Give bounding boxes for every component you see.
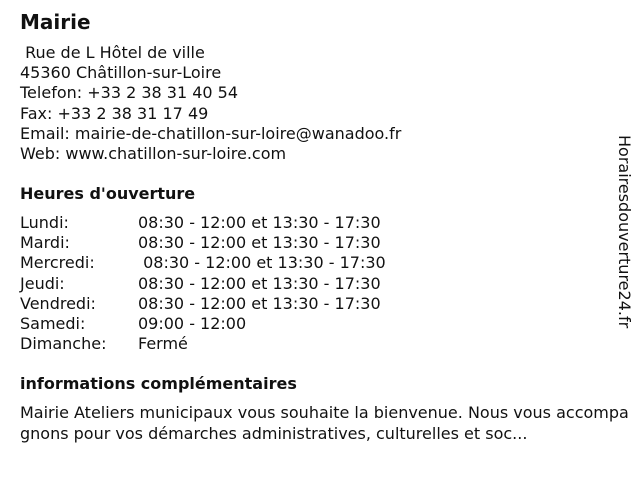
hours-table (20, 213, 440, 354)
info-description: Mairie Ateliers municipaux vous souhaite la bienvenue. Nous vous accompagnons pour vos démarches administratives, culturelles et soc... (20, 403, 629, 443)
day-label: Lundi: (20, 213, 69, 232)
time-value: 08:30 - 12:00 et 13:30 - 17:30 (138, 273, 381, 293)
address-block (20, 43, 401, 164)
hours-row-monday (20, 213, 440, 233)
fax-number: Fax: +33 2 38 31 17 49 (20, 103, 209, 123)
address-street: Rue de L Hôtel de ville (20, 43, 205, 62)
time-value: 08:30 - 12:00 et 13:30 - 17:30 (138, 213, 381, 232)
day-label: Mardi: (20, 233, 70, 253)
site-watermark: Horairesdouverture24.fr (615, 135, 634, 329)
hours-title: Heures d'ouverture (20, 184, 196, 203)
hours-row-saturday (20, 314, 440, 334)
day-label: Vendredi: (20, 293, 96, 313)
hours-row-thursday (20, 274, 440, 294)
time-value: 08:30 - 12:00 et 13:30 - 17:30 (138, 293, 381, 313)
day-label: Dimanche: (20, 334, 107, 354)
time-value: 08:30 - 12:00 et 13:30 - 17:30 (138, 253, 386, 273)
time-value: Fermé (138, 334, 188, 354)
hours-row-wednesday (20, 253, 440, 273)
hours-row-friday (20, 294, 440, 314)
website-address: Web: www.chatillon-sur-loire.com (20, 144, 287, 164)
day-label: Jeudi: (20, 273, 65, 293)
time-value: 09:00 - 12:00 (138, 313, 247, 333)
day-label: Samedi: (20, 313, 86, 333)
email-address: Email: mairie-de-chatillon-sur-loire@wanadoo.fr (20, 123, 402, 143)
hours-row-tuesday (20, 233, 440, 253)
time-value: 08:30 - 12:00 et 13:30 - 17:30 (138, 233, 381, 253)
phone-number: Telefon: +33 2 38 31 40 54 (20, 83, 239, 103)
day-label: Mercredi: (20, 253, 95, 273)
info-title: informations complémentaires (20, 374, 297, 393)
page-title: Mairie (20, 10, 91, 34)
hours-row-sunday (20, 334, 440, 354)
address-city: 45360 Châtillon-sur-Loire (20, 63, 222, 83)
